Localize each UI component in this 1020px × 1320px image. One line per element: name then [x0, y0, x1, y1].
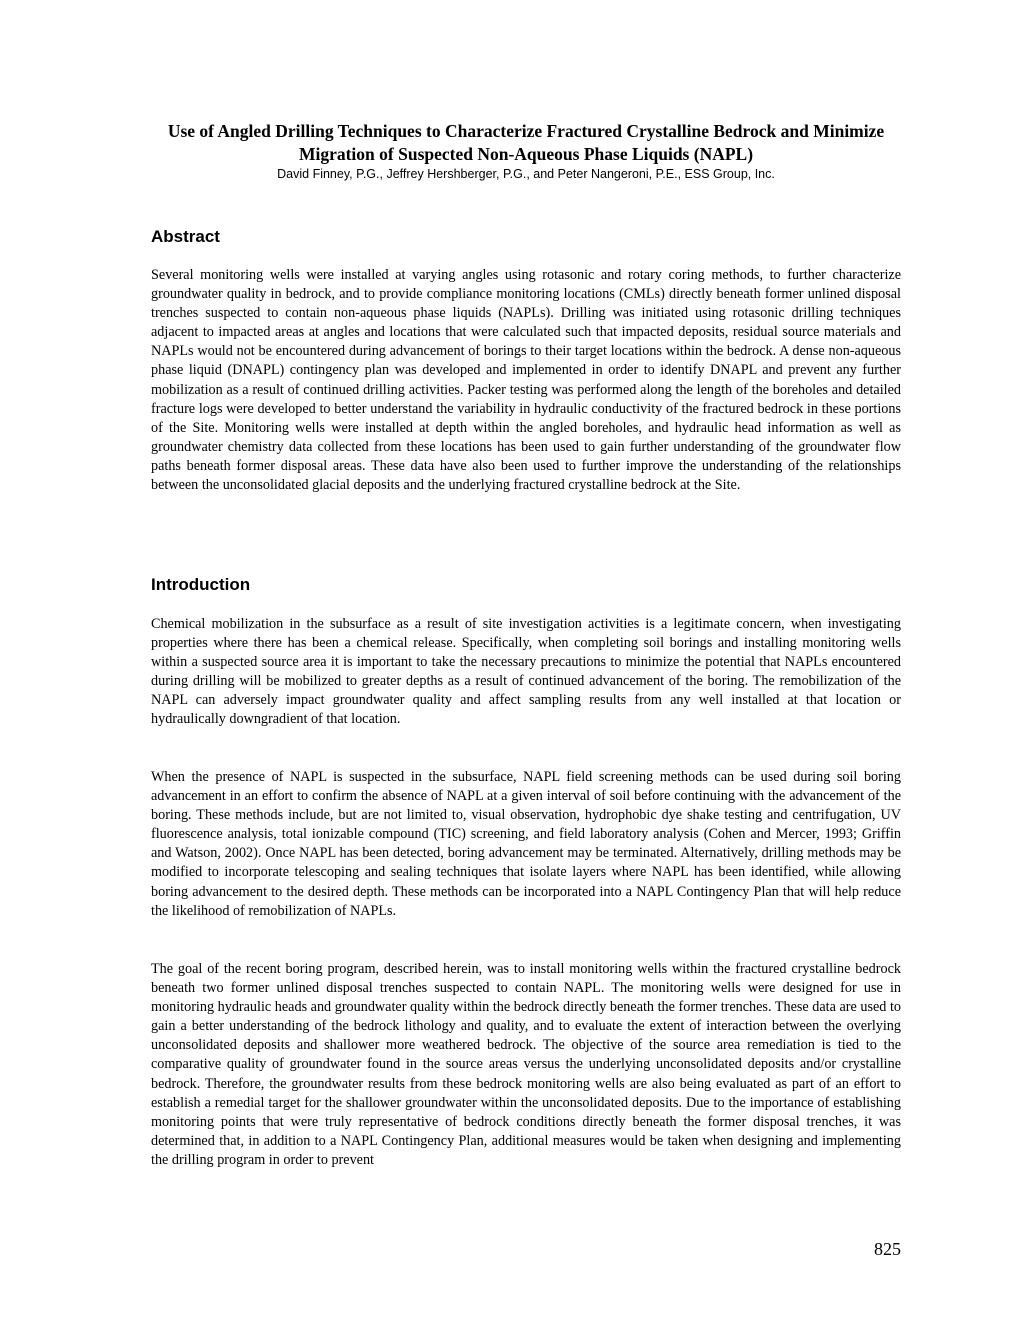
introduction-heading: Introduction [151, 575, 251, 594]
intro-paragraph-1: Chemical mobilization in the subsurface as a result of site investigation activities is a legitimate concern, when investigating properties where there has been a chemical release. Specifically, when completing soil borings and installing monitoring wells within a suspected source area it is important to take the necessary precautions to minimize the potential that NAPLs encountered during drilling will be mobilized to greater depths as a result of continued advancement of the boring. The remobilization of the NAPL can adversely impact groundwater quality and affect sampling results from any well installed at that location or hydraulically downgradient of that location. [151, 616, 901, 728]
intro-paragraph-2: When the presence of NAPL is suspected in the subsurface, NAPL field screening methods can be used during soil boring advancement in an effort to confirm the absence of NAPL at a given interval of soil before continuing with the advancement of the boring. These methods include, but are not limited to, visual observation, hydrophobic dye shake testing and centrifugation, UV fluorescence analysis, total ionizable compound (TIC) screening, and field laboratory analysis (Cohen and Mercer, 1993; Griffin and Watson, 2002). Once NAPL has been detected, boring advancement may be terminated. Alternatively, drilling methods may be modified to incorporate telescoping and sealing techniques that isolate layers where NAPL has been identified, while allowing boring advancement to the desired depth. These methods can be incorporated into a NAPL Contingency Plan that will help reduce the likelihood of remobilization of NAPLs. [151, 769, 901, 919]
abstract-heading: Abstract [151, 227, 220, 246]
intro-paragraph-3: The goal of the recent boring program, described herein, was to install monitoring wells within the fractured crystalline bedrock beneath two former unlined disposal trenches suspected to contain NAPL. The monitoring wells were designed for use in monitoring hydraulic heads and groundwater quality within the bedrock directly beneath the former trenches. These data are used to gain a better understanding of the bedrock lithology and quality, and to evaluate the extent of interaction between the overlying unconsolidated deposits and shallower more weathered bedrock. The objective of the source area remediation is tied to the comparative quality of groundwater found in the source areas versus the underlying unconsolidated deposits and/or crystalline bedrock. Therefore, the groundwater results from these bedrock monitoring wells are also being evaluated as part of an effort to establish a remedial target for the shallower groundwater within the unconsolidated deposits. Due to the importance of establishing monitoring points that were truly representative of bedrock conditions directly beneath the former disposal trenches, it was determined that, in addition to a NAPL Contingency Plan, additional measures would be taken when designing and implementing the drilling program in order to prevent [151, 961, 901, 1168]
page-number: 825 [874, 1239, 901, 1259]
paper-title: Use of Angled Drilling Techniques to Characterize Fractured Crystalline Bedrock and Minimize Migration of Suspected Non-Aqueous Phase Liquids (NAPL) [167, 121, 885, 164]
author-line: David Finney, P.G., Jeffrey Hershberger, P.G., and Peter Nangeroni, P.E., ESS Group, Inc. [277, 167, 775, 181]
abstract-paragraph: Several monitoring wells were installed at varying angles using rotasonic and rotary coring methods, to further characterize groundwater quality in bedrock, and to provide compliance monitoring locations (CMLs) directly beneath former unlined disposal trenches suspected to contain non-aqueous phase liquids (NAPLs). Drilling was initiated using rotasonic drilling techniques adjacent to impacted areas at angles and locations that were calculated such that impacted deposits, residual source materials and NAPLs would not be encountered during advancement of borings to their target locations within the bedrock. A dense non-aqueous phase liquid (DNAPL) contingency plan was developed and implemented in order to identify DNAPL and prevent any further mobilization as a result of continued drilling activities. Packer testing was performed along the length of the boreholes and detailed fracture logs were developed to better understand the variability in hydraulic conductivity of the fractured bedrock in these portions of the Site. Monitoring wells were installed at depth within the angled boreholes, and hydraulic head information as well as groundwater chemistry data collected from these locations has been used to gain further understanding of the groundwater flow paths beneath former disposal areas. These data have also been used to further improve the understanding of the relationships between the unconsolidated glacial deposits and the underlying fractured crystalline bedrock at the Site. [151, 267, 901, 494]
